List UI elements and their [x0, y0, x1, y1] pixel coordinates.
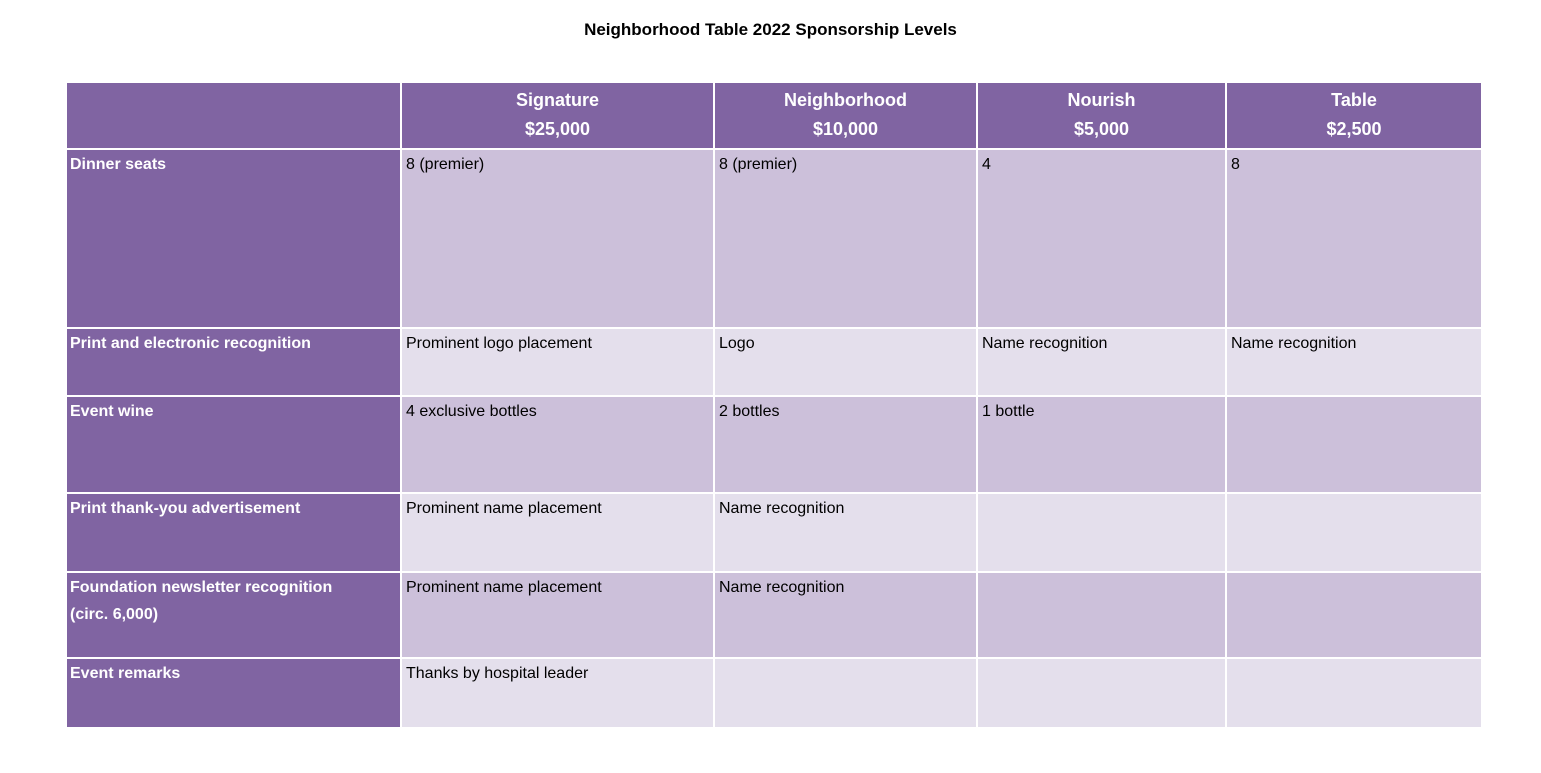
tier-amount: $25,000	[524, 119, 591, 139]
row-label: Event wine	[66, 396, 401, 493]
header-row	[66, 82, 1482, 149]
table-cell	[977, 493, 1226, 572]
table-cell	[1226, 493, 1482, 572]
table-row-event-remarks	[66, 658, 1482, 728]
table-cell: 8	[1226, 149, 1482, 328]
table-cell: Logo	[714, 328, 977, 396]
table-row-print-electronic	[66, 328, 1482, 396]
row-label: Event remarks	[66, 658, 401, 728]
row-label-line: (circ. 6,000)	[70, 606, 159, 623]
tier-amount: $5,000	[1073, 119, 1130, 139]
table-cell: 4 exclusive bottles	[401, 396, 714, 493]
table-cell: Prominent name placement	[401, 572, 714, 658]
table-row-dinner-seats	[66, 149, 1482, 328]
tier-header-signature	[401, 82, 714, 149]
table-cell: Name recognition	[977, 328, 1226, 396]
table-cell: 1 bottle	[977, 396, 1226, 493]
tier-amount: $2,500	[1326, 119, 1382, 139]
row-label-line: Foundation newsletter recognition	[70, 579, 333, 596]
table-cell: Prominent logo placement	[401, 328, 714, 396]
table-cell: Name recognition	[714, 493, 977, 572]
tier-amount: $10,000	[812, 119, 879, 139]
table-cell: 2 bottles	[714, 396, 977, 493]
table-cell	[1226, 658, 1482, 728]
table-cell	[977, 572, 1226, 658]
tier-name: Signature	[515, 90, 599, 110]
tier-header-nourish	[977, 82, 1226, 149]
tier-name: Neighborhood	[784, 90, 907, 110]
row-label: Print thank-you advertisement	[66, 493, 401, 572]
table-cell: Prominent name placement	[401, 493, 714, 572]
header-corner	[66, 82, 401, 149]
table-cell: Thanks by hospital leader	[401, 658, 714, 728]
tier-header-neighborhood	[714, 82, 977, 149]
table-cell: 8 (premier)	[401, 149, 714, 328]
sponsorship-table	[65, 81, 1483, 729]
table-cell: Name recognition	[714, 572, 977, 658]
row-label	[66, 572, 401, 658]
table-cell: Name recognition	[1226, 328, 1482, 396]
table-cell	[977, 658, 1226, 728]
table-cell: 8 (premier)	[714, 149, 977, 328]
table-cell	[714, 658, 977, 728]
table-row-thank-you-ad	[66, 493, 1482, 572]
table-cell	[1226, 396, 1482, 493]
tier-header-table	[1226, 82, 1482, 149]
table-cell: 4	[977, 149, 1226, 328]
tier-name: Nourish	[1067, 90, 1136, 110]
tier-name: Table	[1331, 90, 1377, 110]
row-label: Dinner seats	[66, 149, 401, 328]
table-cell	[1226, 572, 1482, 658]
table-row-event-wine	[66, 396, 1482, 493]
table-row-newsletter	[66, 572, 1482, 658]
document-title: Neighborhood Table 2022 Sponsorship Levels	[584, 20, 957, 39]
row-label: Print and electronic recognition	[66, 328, 401, 396]
